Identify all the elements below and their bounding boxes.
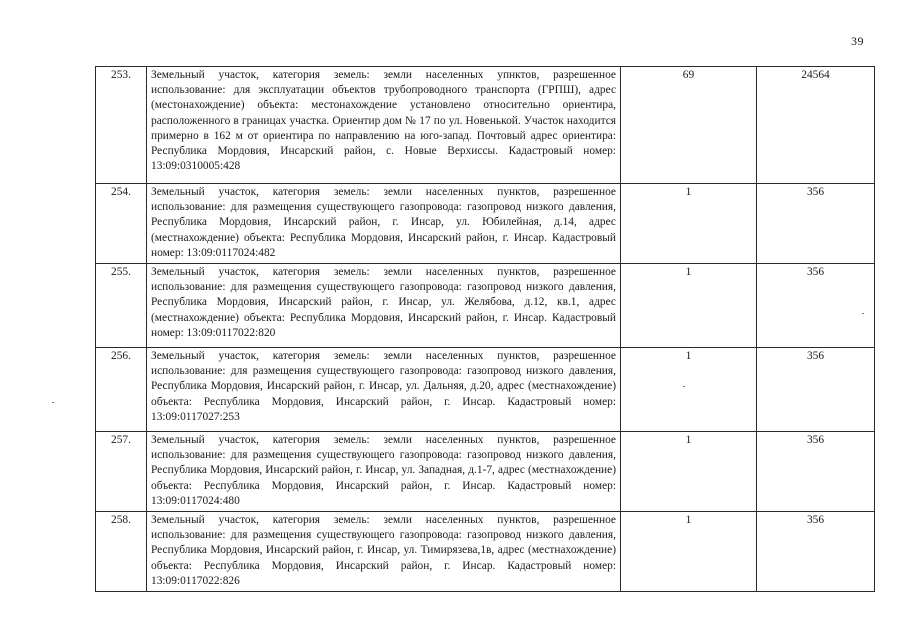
land-plot-table — [95, 66, 875, 592]
row-quantity: 1 — [621, 512, 757, 592]
row-value: 24564 — [757, 67, 875, 184]
row-number: 258. — [96, 512, 147, 592]
row-number: 253. — [96, 67, 147, 184]
row-description: Земельный участок, категория земель: земли населенных пунктов, разрешенное использование: для размещения существующего газопровода: газопровод низкого давления, Республика Мордовия, Инсарский район, г. Инсар, ул. Дальняя, д.20, адрес (местнахождение) объекта: Республика Мордовия, Инсарский район, г. Инсар. Кадастровый номер: 13:09:0117027:253 — [147, 348, 621, 432]
scan-speck — [52, 402, 54, 403]
row-value: 356 — [757, 184, 875, 264]
row-description: Земельный участок, категория земель: земли населенных пунктов, разрешенное использование: для размещения существующего газопровода: газопровод низкого давления, Республика Мордовия, Инсарский район, г. Инсар, ул. Желябова, д.12, кв.1, адрес (местнахождение) объекта: Республика Мордовия, Инсарский район, г. Инсар. Кадастровый номер: 13:09:0117022:820 — [147, 264, 621, 348]
row-description: Земельный участок, категория земель: земли населенных пунктов, разрешенное использование: для размещения существующего газопровода: газопровод низкого давления, Республика Мордовия, Инсарский район, г. Инсар, ул. Юбилейная, д.14, адрес (местнахождение) объекта: Республика Мордовия, Инсарский район, г. Инсар. Кадастровый номер: 13:09:0117024:482 — [147, 184, 621, 264]
row-number: 256. — [96, 348, 147, 432]
table-row — [96, 67, 875, 184]
table-row — [96, 264, 875, 348]
page-number: 39 — [851, 34, 864, 48]
table-row — [96, 184, 875, 264]
table-row — [96, 512, 875, 592]
row-description: Земельный участок, категория земель: земли населенных пунктов, разрешенное использование: для размещения существующего газопровода: газопровод низкого давления, Республика Мордовия, Инсарский район, г. Инсар, ул. Тимирязева,1в, адрес (местнахождение) объекта: Республика Мордовия, Инсарский район, г. Инсар. Кадастровый номер: 13:09:0117022:826 — [147, 512, 621, 592]
table-row — [96, 432, 875, 512]
row-quantity: 1 — [621, 184, 757, 264]
table-row — [96, 348, 875, 432]
row-number: 255. — [96, 264, 147, 348]
row-quantity: 1 — [621, 264, 757, 348]
scan-speck — [862, 313, 864, 314]
scan-speck — [683, 386, 685, 387]
row-value: 356 — [757, 512, 875, 592]
row-value: 356 — [757, 348, 875, 432]
row-description: Земельный участок, категория земель: земли населенных упнктов, разрешенное использование: для эксплуатации объектов трубопроводного транспорта (ГРПШ), адрес (местонахождение) объекта: местонахождение установлено относительно ориентира, расположенного в границах участка. Ориентир дом № 17 по ул. Новенькой. Участок находится примерно в 162 м от ориентира по направлению на юго-запад. Почтовый адрес ориентира: Республика Мордовия, Инсарский район, с. Новые Верхиссы. Кадастровый номер: 13:09:0310005:428 — [147, 67, 621, 184]
row-value: 356 — [757, 264, 875, 348]
row-quantity: 1 — [621, 432, 757, 512]
row-quantity: 69 — [621, 67, 757, 184]
row-description: Земельный участок, категория земель: земли населенных пунктов, разрешенное использование: для размещения существующего газопровода: газопровод низкого давления, Республика Мордовия, Инсарский район, г. Инсар, ул. Западная, д.1-7, адрес (местнахождение) объекта: Республика Мордовия, Инсарский район, г. Инсар. Кадастровый номер: 13:09:0117024:480 — [147, 432, 621, 512]
row-number: 257. — [96, 432, 147, 512]
row-number: 254. — [96, 184, 147, 264]
row-quantity: 1 — [621, 348, 757, 432]
row-value: 356 — [757, 432, 875, 512]
